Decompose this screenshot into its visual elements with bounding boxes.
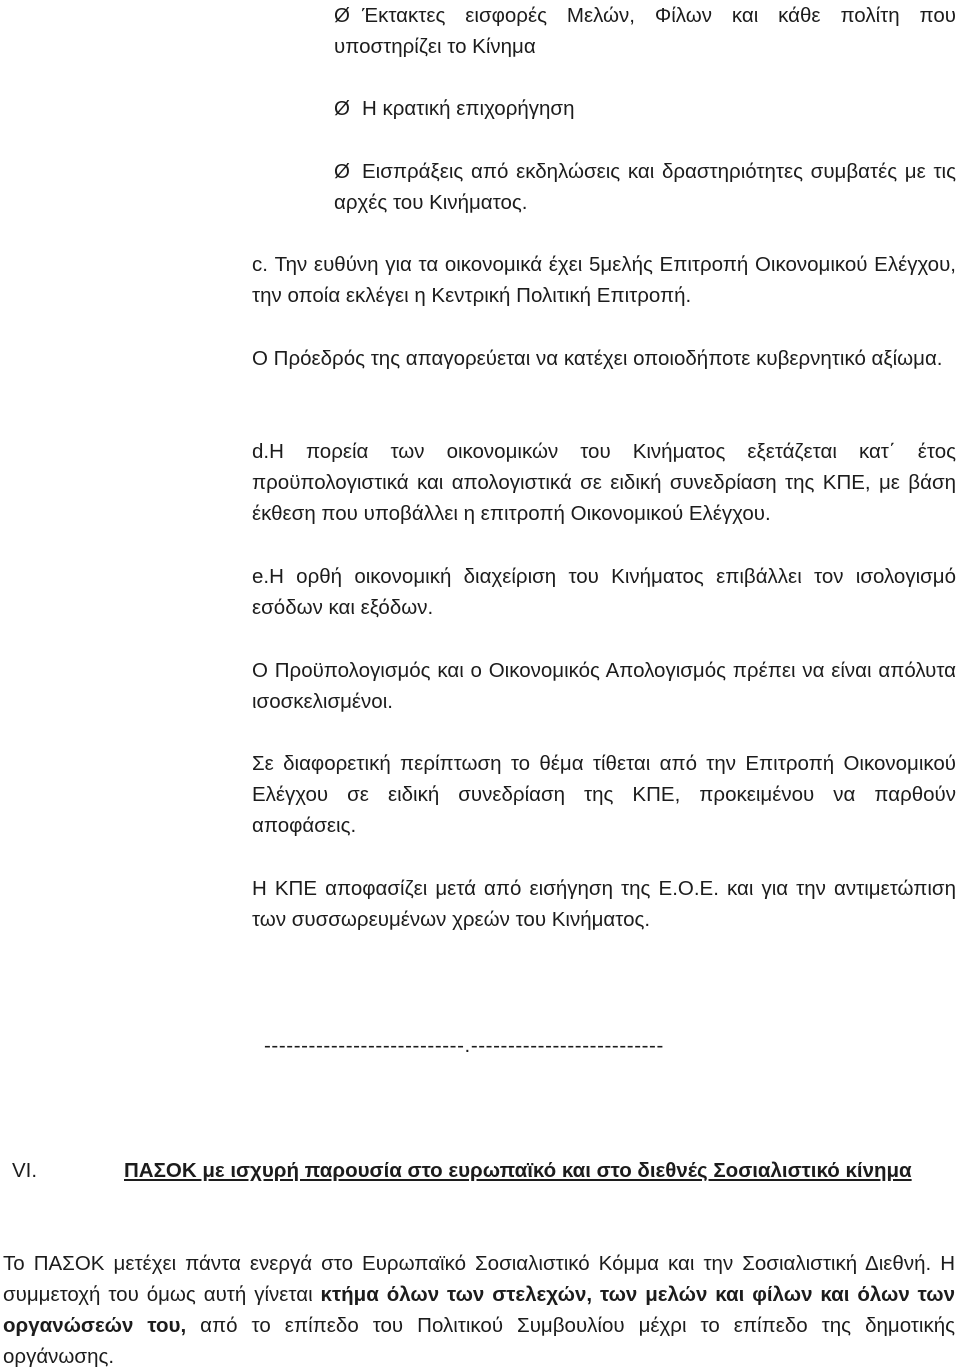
participation-text-start: Το ΠΑΣΟΚ μετέχει πάντα ενεργά στο Ευρωπαϊκό Σοσιαλιστικό Κόμμα και την Σοσιαλιστική Διεθνή. Η συμμετοχή του όμως αυτή γίνεται	[3, 1252, 955, 1306]
bullet-mark: Ø	[334, 4, 350, 27]
paragraph-e-budget: Ο Προϋπολογισμός και ο Οικονομικός Απολογισμός πρέπει να είναι απόλυτα ισοσκελισμένοι.	[252, 659, 956, 713]
section-separator: ---------------------------.--------------------------	[264, 1034, 664, 1057]
paragraph-e-debts: Η ΚΠΕ αποφασίζει μετά από εισήγηση της Ε.Ο.Ε. και για την αντιμετώπιση των συσσωρευμένων χρεών του Κινήματος.	[252, 877, 956, 931]
bullet-mark: Ø	[334, 160, 350, 183]
bullet-mark: Ø	[334, 97, 350, 120]
chapter-title: ΠΑΣΟΚ με ισχυρή παρουσία στο ευρωπαϊκό και στο διεθνές Σοσιαλιστικό κίνημα	[124, 1159, 912, 1182]
bullet-text: Η κρατική επιχορήγηση	[362, 97, 575, 120]
bullet-extraordinary-contributions	[334, 0, 956, 62]
paragraph-e-otherwise: Σε διαφορετική περίπτωση το θέμα τίθεται από την Επιτροπή Οικονομικού Ελέγχου σε ειδική συνεδρίαση της ΚΠΕ, προκειμένου να παρθούν αποφάσεις.	[252, 752, 956, 837]
paragraph-c-president: Ο Πρόεδρός της απαγορεύεται να κατέχει οποιοδήποτε κυβερνητικό αξίωμα.	[252, 347, 943, 370]
participation-bold-text: κτήμα όλων των στελεχών, των μελών και φίλων και όλων των οργανώσεών του,	[3, 1283, 955, 1337]
paragraph-d-annual-review: d.Η πορεία των οικονομικών του Κινήματος εξετάζεται κατ΄ έτος προϋπολογιστικά και απολογιστικά σε ειδική συνεδρίαση της ΚΠΕ, με βάση έκθεση που υποβάλλει η επιτροπή Οικονομικού Ελέγχου.	[252, 440, 956, 525]
bullet-state-funding	[334, 93, 956, 124]
paragraph-pasok-participation	[3, 1248, 955, 1372]
bullet-text: Εισπράξεις από εκδηλώσεις και δραστηριότητες συμβατές με τις αρχές του Κινήματος.	[334, 160, 956, 214]
paragraph-c-financial-committee: c. Την ευθύνη για τα οικονομικά έχει 5μελής Επιτροπή Οικονομικού Ελέγχου, την οποία εκλέγει η Κεντρική Πολιτική Επιτροπή.	[252, 253, 956, 307]
participation-text-end: από το επίπεδο του Πολιτικού Συμβουλίου μέχρι το επίπεδο της δημοτικής οργάνωσης.	[3, 1314, 955, 1368]
bullet-text: Έκτακτες εισφορές Μελών, Φίλων και κάθε πολίτη που υποστηρίζει το Κίνημα	[334, 4, 956, 58]
paragraph-e-balance: e.Η ορθή οικονομική διαχείριση του Κινήματος επιβάλλει τον ισολογισμό εσόδων και εξόδων.	[252, 565, 956, 619]
chapter-number: VI.	[12, 1159, 38, 1182]
bullet-event-revenue	[334, 156, 956, 218]
chapter-heading	[3, 1154, 955, 1188]
